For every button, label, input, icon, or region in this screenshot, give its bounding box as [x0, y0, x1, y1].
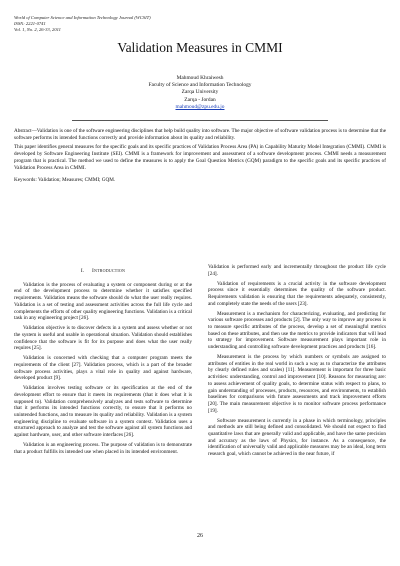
paper-title: Validation Measures in CMMI [117, 40, 283, 55]
body-paragraph: Validation is an engineering process. The purpose of validation is to demonstrate that a product fulfills its intended use when placed in its intended environment. [14, 441, 192, 455]
title-divider [72, 120, 328, 121]
abstract-paragraph: Abstract—Validation is one of the software engineering disciplines that help build quality into software. The major objective of software validation process is to determine that the software performs its intended functions correctly and provide information about its quality and reliability. [14, 128, 386, 141]
left-column [14, 264, 192, 459]
section-heading [14, 268, 192, 275]
body-paragraph: Measurement is a mechanism for characterizing, evaluating, and predicting for various software processes and products [2]. The only way to improve any process is to measure specific attributes of the process, develop a set of meaningful metrics based on these attributes, and then use the metrics to provide indicators that will lead to strategy for improvement. Software measurement plays important role in understanding and controlling software development practices and products [16]. [208, 310, 386, 351]
body-paragraph: Validation is the process of evaluating a system or component during or at the end of the development process to determine whether it satisfies specified requirements. Validation means the software should do what the user really requires. Validation is a set of testing and assessment activities across the full life cycle and complements the efforts of other quality engineering functions. Validation is a critical task in any engineering project [26]. [14, 281, 192, 322]
body-paragraph: Validation is performed early and incrementally throughout the product life cycle [24]. [208, 264, 386, 277]
keywords: Keywords: Validation; Measures; CMMI; GQM. [14, 177, 116, 184]
body-paragraph: Measurement is the process by which numbers or symbols are assigned to attributes of entities in the real world in such a way as to characterize the attributes by clearly defined rules and scales) [11]. Measurement is important for three basic activities: understanding, control and improvement [10]. Reasons for measuring are: to assess achievement of quality goals, to determine status with respect to plans, to gain understanding of processes, products, resources, and environments, to establish baselines for comparisons with future assessments and track improvement efforts [20]. The main measurement objective is to monitor software process performance [19]. [208, 354, 386, 414]
journal-header [14, 15, 151, 32]
author-affiliation-city: Zarqa - Jordan [184, 96, 216, 103]
author-affiliation-faculty: Faculty of Science and Information Technology [148, 82, 252, 89]
abstract-block [14, 128, 386, 187]
author-email-link[interactable]: mahmoud@zpu.edu.jo [175, 103, 225, 110]
journal-volume: Vol. 1, No. 2, 26-33, 2011 [14, 26, 61, 32]
abstract-paragraph: This paper identifies general measures for the specific goals and its specific practices of Validation Process Area (PA) in Capability Maturity Model Integration (CMMI). CMMI is developed by Software Engineering Institute (SEI). CMMI is a framework for improvement and assessment of a software development process. CMMI needs a measurement program that is practical. The method we used to define the measures is to apply the Goal Question Metrics (GQM) paradigm to the specific goals and its specific practices of Validation Process Area in CMMI. [14, 144, 386, 171]
body-paragraph: Validation is concerned with checking that a computer program meets the requirements of the client [27]. Validation process, which is a part of the broader software process activities, plays a vital role in quality and against hardware, developed product [9]. [14, 355, 192, 382]
author-name: Mahmoud Khraiwesh [176, 75, 224, 81]
journal-name: World of Computer Science and Information Technology Journal (WCSIT) [14, 15, 151, 20]
body-paragraph: Validation of requirements is a crucial activity in the software development process since it essentially determines the quality of the software product. Requirements validation is ensuring that the requirements adequately, consistently, and completely state the needs of the users [23]. [208, 280, 386, 307]
journal-issn: ISSN: 2221-0741 [14, 20, 46, 26]
body-paragraph: Software measurement is currently in a phase in which terminology, principles and methods are still being defined and consolidated. We should not expect to find quantitative laws that are generally valid and applicable, and have the same precision and accuracy as the laws of Physics, for instance. As a consequence, the identification of universally valid and applicable measures may be an ideal, long term research goal, which cannot be achieved in the near future, if [208, 417, 386, 458]
page-number: 26 [197, 533, 203, 539]
author-affiliation-university: Zarqa University [181, 89, 219, 96]
body-paragraph: Validation involves testing software or its specification at the end of the development effort to ensure that it meets its requirements (that it does what it is supposed to). Validation comprehensively analyzes and tests software to determine that it performs its intended functions correctly, to ensure that it performs no unintended functions, and to measure its quality and reliability. Validation is a system engineering discipline to evaluate software in a system context. Validation uses a structured approach to analyze and test the software against all system functions and against hardware, user, and other software interfaces [26]. [14, 385, 192, 439]
right-column [208, 264, 386, 461]
body-paragraph: Validation objective is to discover defects in a system and assess whether or not the system is useful and usable in operational situation. Validation should establishes confidence that the software is fit for its purpose and does what the user really requires [25]. [14, 325, 192, 352]
section-title: Introduction [92, 268, 126, 274]
author-block [0, 75, 400, 111]
section-number: I. [80, 268, 85, 274]
